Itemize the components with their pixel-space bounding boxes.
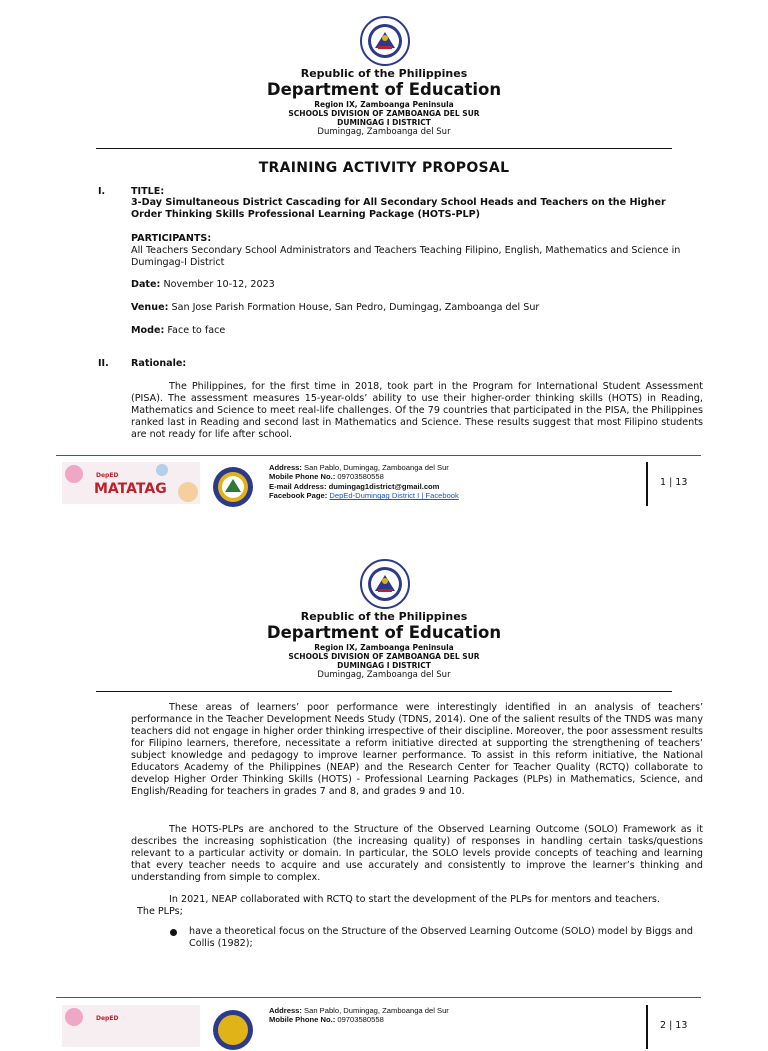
facebook-link[interactable]: DepEd-Dumingag District I | Facebook bbox=[329, 491, 459, 501]
division-heading: SCHOOLS DIVISION OF ZAMBOANGA DEL SUR bbox=[288, 109, 480, 118]
date-value: November 10-12, 2023 bbox=[163, 279, 275, 290]
logo-small-text: DepED bbox=[96, 1015, 119, 1022]
region-heading: Region IX, Zamboanga Peninsula bbox=[314, 100, 454, 109]
district-seal-icon bbox=[212, 1009, 254, 1051]
deped-seal-icon bbox=[360, 16, 410, 66]
district-heading: DUMINGAG I DISTRICT bbox=[337, 661, 431, 670]
mode-value: Face to face bbox=[167, 325, 226, 336]
document-page-1 bbox=[0, 0, 768, 520]
header-divider bbox=[96, 691, 672, 692]
bullet-icon bbox=[170, 929, 177, 936]
body-paragraph-line: The PLPs; bbox=[137, 906, 183, 917]
rationale-paragraph: The Philippines, for the first time in 2018, took part in the Program for International Student Assessment (PISA). The assessment measures 15-year-olds’ ability to use their higher-order thinking skills (HOTS) in Reading, Mathematics and Science to meet real-life challenges. Of the 79 countries that participated in the PISA, the Philippines ranked last in Reading and second last in Mathematics and Science. These results suggest that most Filipino students are not ready for life after school. bbox=[131, 381, 703, 440]
footer-contact bbox=[269, 463, 459, 501]
district-heading: DUMINGAG I DISTRICT bbox=[337, 118, 431, 127]
matatag-logo-icon bbox=[62, 1005, 200, 1047]
footer-phone bbox=[269, 1015, 449, 1024]
footer-divider bbox=[56, 997, 701, 998]
page-number: 2 | 13 bbox=[660, 1020, 688, 1031]
section-number: I. bbox=[98, 186, 106, 197]
logo-text: MATATAG bbox=[94, 481, 167, 497]
facebook-label: Facebook Page: bbox=[269, 491, 328, 501]
phone-value: 09703580558 bbox=[335, 1015, 384, 1025]
phone-label: Mobile Phone No.: bbox=[269, 1015, 336, 1025]
footer-email bbox=[269, 482, 459, 491]
footer-facebook bbox=[269, 491, 459, 500]
matatag-logo-icon bbox=[62, 462, 200, 504]
pager-divider bbox=[646, 462, 648, 506]
pager-divider bbox=[646, 1005, 648, 1049]
address-label: Address: bbox=[269, 463, 302, 472]
body-paragraph: The HOTS-PLPs are anchored to the Structure of the Observed Learning Outcome (SOLO) Framework as it describes the increasing sophistication (the increasing quality) of responses in handling certain tasks/questions relevant to a particular activity or domain. In particular, the SOLO levels provide concepts of teaching and learning that every teacher needs to acquire and use accurately and consistently to improve the learner’s thinking and understanding from simple to complex. bbox=[131, 824, 703, 883]
address-value: San Pablo, Dumingag, Zamboanga del Sur bbox=[301, 1006, 449, 1015]
rationale-label: Rationale: bbox=[131, 358, 187, 369]
body-paragraph: These areas of learners’ poor performance were interestingly identified in an analysis of teachers’ performance in the Teacher Development Needs Study (TDNS, 2014). One of the salient results of the TNDS was many teachers did not engage in higher order thinking irrespective of their discipline. Moreover, the poor assessment results for Filipino learners, therefore, necessitate a reform initiative directed at supporting the strengthening of teachers’ subject knowledge and pedagogy to improve learner performance. To assist in this reform initiative, the National Educators Academy of the Philippines (NEAP) and the Research Center for Teacher Quality (RCTQ) collaborate to develop Higher Order Thinking Skills (HOTS) - Professional Learning Packages (PLPs) in Mathematics, Science, and English/Reading for teachers in grades 7 and 8, and grades 9 and 10. bbox=[131, 702, 703, 797]
document-title: TRAINING ACTIVITY PROPOSAL bbox=[258, 160, 510, 176]
date-label: Date: bbox=[131, 279, 161, 290]
venue-label: Venue: bbox=[131, 302, 169, 313]
department-heading: Department of Education bbox=[266, 80, 502, 99]
mode-line bbox=[131, 325, 703, 337]
logo-small-text: DepED bbox=[96, 472, 119, 479]
phone-label: Mobile Phone No.: bbox=[269, 472, 336, 482]
town-heading: Dumingag, Zamboanga del Sur bbox=[317, 127, 451, 137]
title-label: TITLE bbox=[131, 186, 161, 197]
department-heading: Department of Education bbox=[266, 623, 502, 642]
body-paragraph-line: In 2021, NEAP collaborated with RCTQ to start the development of the PLPs for mentors and teachers. bbox=[169, 894, 660, 905]
venue-line bbox=[131, 302, 703, 314]
section-number: II. bbox=[98, 358, 109, 369]
email-value: dumingag1district@gmail.com bbox=[326, 481, 440, 491]
footer-phone bbox=[269, 472, 459, 481]
town-heading: Dumingag, Zamboanga del Sur bbox=[317, 670, 451, 680]
republic-heading: Republic of the Philippines bbox=[300, 67, 468, 80]
footer-divider bbox=[56, 455, 701, 456]
title-text-line2: Order Thinking Skills Professional Learning Package (HOTS-PLP) bbox=[131, 209, 481, 220]
date-line bbox=[131, 279, 703, 291]
header-divider bbox=[96, 148, 672, 149]
mode-label: Mode: bbox=[131, 325, 165, 336]
list-item: have a theoretical focus on the Structure of the Observed Learning Outcome (SOLO) model by Biggs and Collis (1982); bbox=[189, 926, 694, 949]
republic-heading: Republic of the Philippines bbox=[300, 610, 468, 623]
district-seal-icon bbox=[212, 466, 254, 508]
title-text-line1: 3-Day Simultaneous District Cascading for All Secondary School Heads and Teachers on the Higher bbox=[131, 197, 666, 208]
footer-address bbox=[269, 1006, 449, 1015]
page-number: 1 | 13 bbox=[660, 477, 688, 488]
phone-value: 09703580558 bbox=[335, 472, 384, 482]
address-label: Address: bbox=[269, 1006, 302, 1015]
venue-value: San Jose Parish Formation House, San Pedro, Dumingag, Zamboanga del Sur bbox=[171, 302, 540, 313]
document-page-2 bbox=[0, 543, 768, 1031]
region-heading: Region IX, Zamboanga Peninsula bbox=[314, 643, 454, 652]
email-label: E-mail Address: bbox=[269, 481, 327, 491]
division-heading: SCHOOLS DIVISION OF ZAMBOANGA DEL SUR bbox=[288, 652, 480, 661]
address-value: San Pablo, Dumingag, Zamboanga del Sur bbox=[301, 463, 449, 472]
footer-address bbox=[269, 463, 459, 472]
participants-text: All Teachers Secondary School Administrators and Teachers Teaching Filipino, English, Mathematics and Science in Dumingag-I District bbox=[131, 245, 681, 268]
deped-seal-icon bbox=[360, 559, 410, 609]
footer-contact bbox=[269, 1006, 449, 1025]
title-colon: : bbox=[160, 186, 165, 197]
participants-label: PARTICIPANTS: bbox=[131, 233, 212, 244]
